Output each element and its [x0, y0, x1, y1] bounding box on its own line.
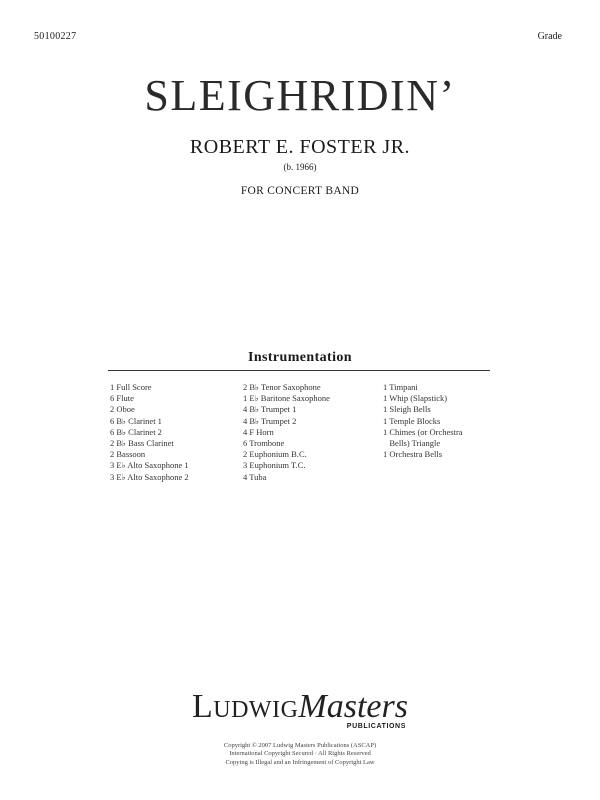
copyright-line: International Copyright Secured · All Rights Reserved [229, 750, 371, 758]
logo-wordmark-masters: Masters [298, 688, 408, 725]
instrument-item: 3 E♭ Alto Saxophone 2 [110, 471, 189, 482]
copyright-notice [0, 742, 600, 767]
copyright-line: Copyright © 2007 Ludwig Masters Publications (ASCAP) [223, 742, 377, 749]
instrumentation-heading: Instrumentation [247, 350, 352, 365]
instrument-item: 1 Whip (Slapstick) [383, 393, 448, 404]
instrument-item: 2 Oboe [110, 404, 135, 415]
instrument-item: 1 Timpani [383, 382, 418, 392]
score-type-label: Grade [537, 31, 562, 42]
instrument-item: 2 Bassoon [110, 449, 146, 460]
instrument-item: 3 E♭ Alto Saxophone 1 [110, 460, 189, 471]
instrument-item: 1 E♭ Baritone Saxophone [243, 393, 330, 404]
instrument-item: 2 B♭ Bass Clarinet [110, 438, 174, 449]
logo-wordmark-ludwig: Ludwig [192, 688, 299, 725]
instrument-item: 6 Flute [110, 393, 134, 404]
instrument-item: 6 B♭ Clarinet 2 [110, 426, 162, 437]
instrument-item: 1 Temple Blocks [383, 415, 441, 426]
catalog-number: 50100227 [34, 31, 77, 42]
heading-divider [108, 370, 490, 371]
instrument-item: 4 F Horn [243, 426, 274, 437]
instrument-column-3 [383, 382, 463, 460]
instrument-item: 6 B♭ Clarinet 1 [110, 415, 162, 426]
instrument-item: 4 B♭ Trumpet 1 [243, 404, 297, 415]
instrument-column-1 [110, 382, 189, 483]
instrument-item: 4 Tuba [243, 471, 267, 482]
instrument-item: 1 Full Score [110, 382, 152, 392]
composer-dates: (b. 1966) [283, 162, 317, 172]
instrument-item: 3 Euphonium T.C. [243, 460, 306, 471]
copyright-line: Copying is Illegal and an Infringement of Copyright Law [225, 758, 375, 766]
instrument-item: 4 B♭ Trumpet 2 [243, 415, 297, 426]
composer-name: ROBERT E. FOSTER JR. [189, 136, 411, 158]
instrument-column-2 [243, 382, 330, 483]
ensemble-label: FOR CONCERT BAND [240, 185, 360, 197]
instrument-item: 2 Euphonium B.C. [243, 449, 307, 460]
logo-subtitle: PUBLICATIONS [346, 723, 406, 730]
instrument-item: 1 Sleigh Bells [383, 404, 431, 415]
instrument-item: 6 Trombone [243, 438, 285, 449]
page-title: SLEIGHRIDIN’ [144, 71, 456, 120]
instrument-item: 1 Chimes (or Orchestra [383, 426, 463, 437]
instrument-item: 1 Orchestra Bells [383, 449, 443, 460]
publisher-logo [0, 688, 600, 730]
instrument-item: 2 B♭ Tenor Saxophone [243, 382, 321, 392]
instrument-item: Bells) Triangle [383, 438, 441, 449]
